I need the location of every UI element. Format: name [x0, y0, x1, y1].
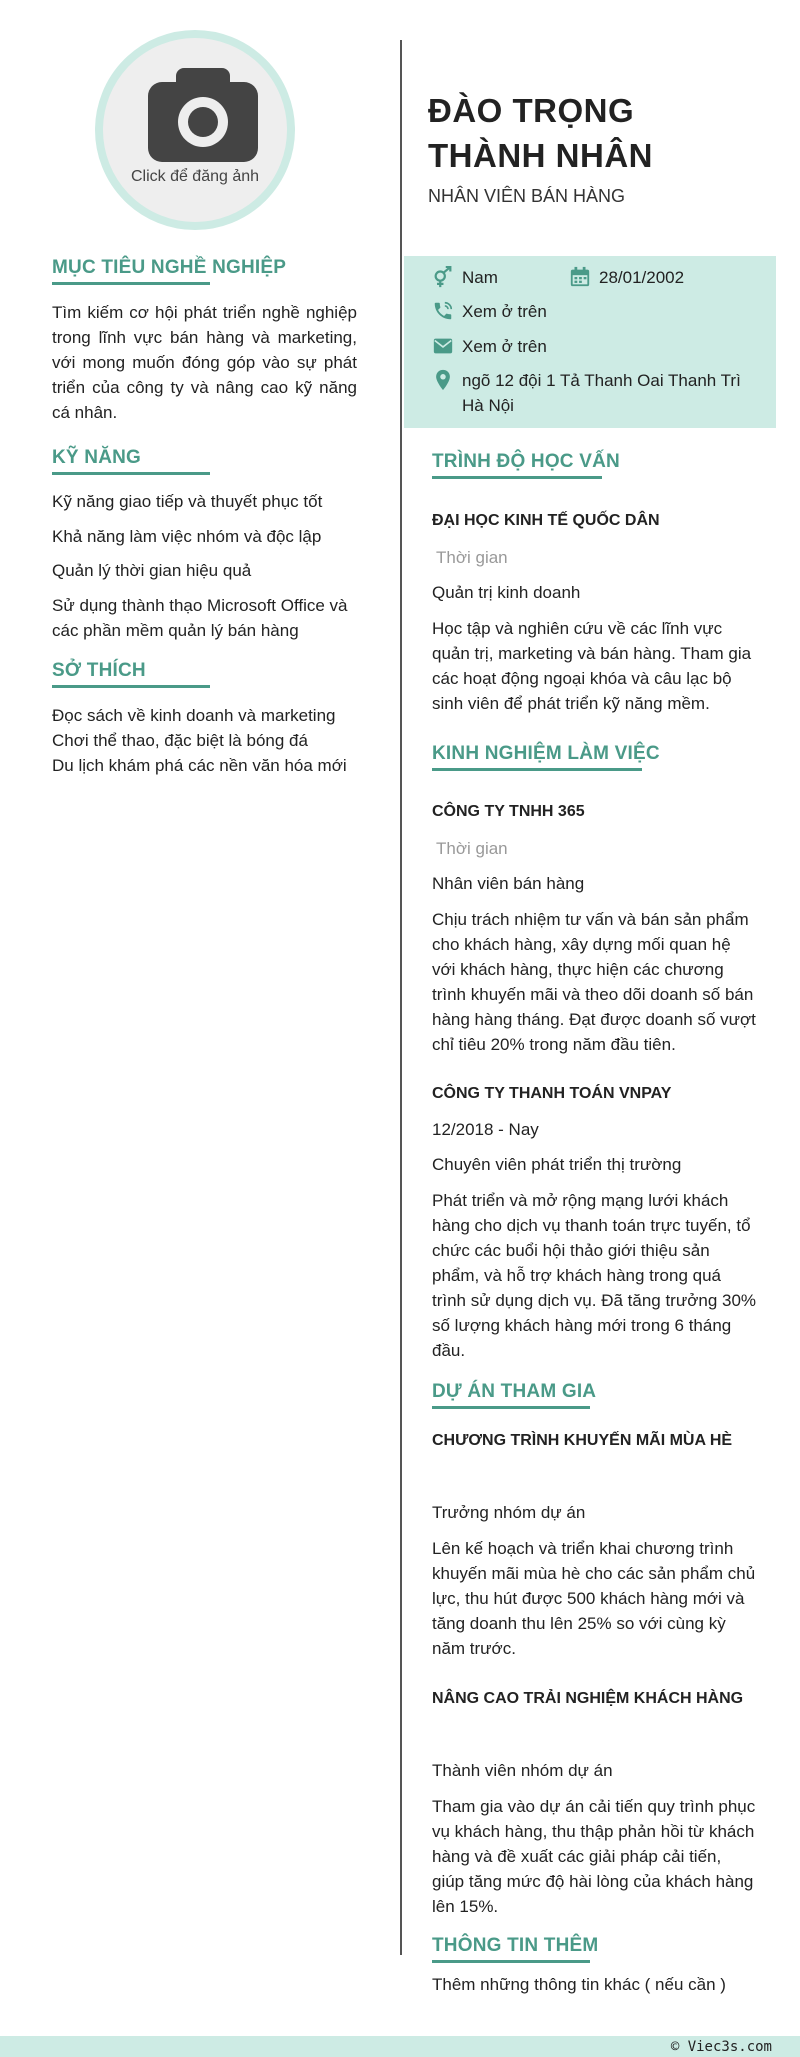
education-major: Quản trị kinh doanh [432, 583, 581, 602]
location-icon [432, 369, 454, 391]
projects-title: DỰ ÁN THAM GIA [432, 1381, 597, 1402]
experience-time: 12/2018 - Nay [432, 1120, 539, 1139]
phone-icon [432, 300, 454, 322]
education-underline [432, 476, 602, 479]
project-description: Tham gia vào dự án cải tiến quy trình phục vụ khách hàng, thu thập phản hồi từ khách hàng và đề xuất các giải pháp cải tiến, giúp tăng mức độ hài lòng của khách hàng lên 15%. [432, 1797, 756, 1916]
contact-phone: Xem ở trên [462, 302, 547, 321]
experience-underline [432, 768, 642, 771]
hobby-item: Du lịch khám phá các nền văn hóa mới [52, 756, 347, 775]
experience-company: CÔNG TY THANH TOÁN VNPAY [432, 1085, 672, 1102]
experience-description: Chịu trách nhiệm tư vấn và bán sản phẩm cho khách hàng, xây dựng mối quan hệ với khách hàng, thực hiện các chương trình khuyến mãi và theo dõi doanh số bán hàng hàng tháng. Đạt được doanh số vượt chỉ tiêu 20% trong năm đầu tiên. [432, 910, 756, 1054]
calendar-icon [569, 266, 591, 288]
column-divider [400, 40, 402, 1955]
education-school: ĐẠI HỌC KINH TẾ QUỐC DÂN [432, 512, 660, 529]
experience-time: Thời gian [436, 839, 508, 858]
skills-title: KỸ NĂNG [52, 447, 142, 468]
candidate-name: ĐÀO TRỌNG THÀNH NHÂN [428, 92, 653, 174]
education-description: Học tập và nghiên cứu về các lĩnh vực quản trị, marketing và bán hàng. Tham gia các hoạt động ngoại khóa và câu lạc bộ sinh viên để phát triển kỹ năng mềm. [432, 619, 752, 713]
avatar-upload-label: Click để đăng ảnh [130, 168, 260, 185]
additional-text: Thêm những thông tin khác ( nếu cần ) [432, 1975, 726, 1994]
objective-underline [52, 282, 210, 285]
footer-watermark: © Viec3s.com [670, 2039, 772, 2055]
job-title: NHÂN VIÊN BÁN HÀNG [428, 186, 626, 206]
gender-icon [432, 266, 454, 288]
objective-text: Tìm kiếm cơ hội phát triển nghề nghiệp trong lĩnh vực bán hàng và marketing, với mong muốn đóng góp vào sự phát triển của công ty và nâng cao kỹ năng cá nhân. [52, 303, 357, 422]
additional-underline [432, 1960, 590, 1963]
email-icon [432, 335, 454, 357]
education-time: Thời gian [436, 548, 508, 567]
projects-underline [432, 1406, 590, 1409]
hobby-item: Chơi thể thao, đặc biệt là bóng đá [52, 731, 308, 750]
experience-position: Nhân viên bán hàng [432, 874, 585, 893]
education-title: TRÌNH ĐỘ HỌC VẤN [432, 451, 620, 472]
project-description: Lên kế hoạch và triển khai chương trình khuyến mãi mùa hè cho các sản phẩm chủ lực, thu hút được 500 khách hàng mới và tăng doanh thu lên 25% so với cùng kỳ năm trước. [432, 1539, 756, 1658]
contact-gender: Nam [462, 268, 498, 287]
hobby-item: Đọc sách về kinh doanh và marketing [52, 706, 336, 725]
project-role: Thành viên nhóm dự án [432, 1761, 613, 1780]
objective-title: MỤC TIÊU NGHỀ NGHIỆP [52, 257, 287, 278]
skill-item: Sử dụng thành thạo Microsoft Office và các phần mềm quản lý bán hàng [52, 596, 348, 640]
experience-description: Phát triển và mở rộng mạng lưới khách hàng cho dịch vụ thanh toán trực tuyến, tổ chức các buổi hội thảo giới thiệu sản phẩm, và hỗ trợ khách hàng trong quá trình sử dụng dịch vụ. Đã tăng trưởng 30% số lượng khách hàng mới trong 6 tháng đầu. [432, 1191, 757, 1360]
skill-item: Quản lý thời gian hiệu quả [52, 561, 252, 580]
project-name: NÂNG CAO TRẢI NGHIỆM KHÁCH HÀNG [432, 1690, 744, 1707]
skills-underline [52, 472, 210, 475]
contact-address: ngõ 12 đội 1 Tả Thanh Oai Thanh Trì Hà Nội [462, 371, 741, 415]
contact-birthday: 28/01/2002 [599, 268, 685, 287]
skill-item: Khả năng làm việc nhóm và độc lập [52, 527, 322, 546]
experience-company: CÔNG TY TNHH 365 [432, 803, 585, 820]
contact-email: Xem ở trên [462, 337, 547, 356]
avatar-upload[interactable] [95, 30, 295, 230]
hobbies-title: SỞ THÍCH [52, 660, 146, 681]
additional-title: THÔNG TIN THÊM [432, 1935, 599, 1956]
skill-item: Kỹ năng giao tiếp và thuyết phục tốt [52, 492, 323, 511]
camera-icon [148, 68, 258, 162]
experience-position: Chuyên viên phát triển thị trường [432, 1155, 682, 1174]
hobbies-underline [52, 685, 210, 688]
experience-title: KINH NGHIỆM LÀM VIỆC [432, 743, 660, 764]
project-role: Trưởng nhóm dự án [432, 1503, 586, 1522]
project-name: CHƯƠNG TRÌNH KHUYẾN MÃI MÙA HÈ [432, 1432, 733, 1449]
